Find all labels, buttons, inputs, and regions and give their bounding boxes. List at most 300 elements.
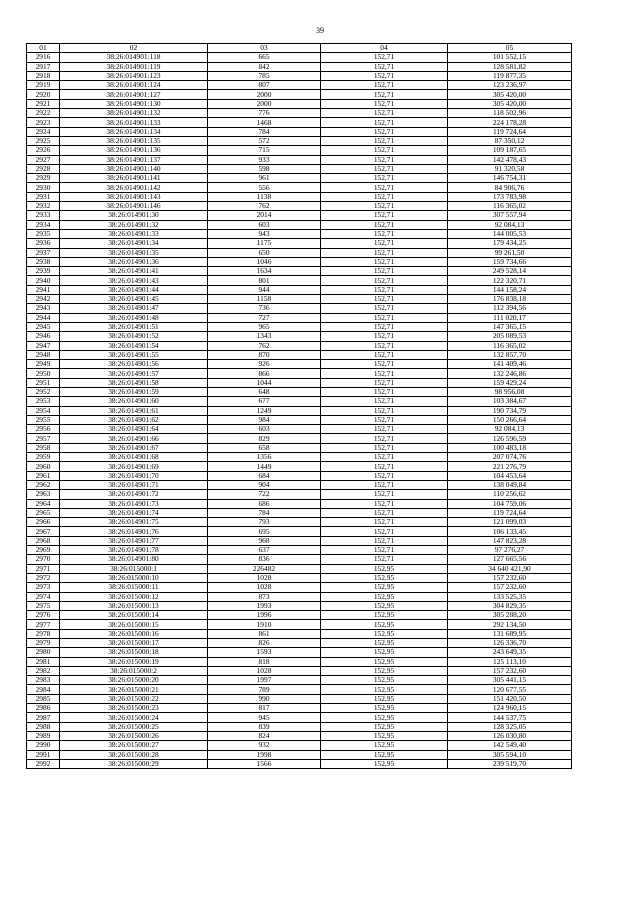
table-cell: 87 350,12 [448, 136, 572, 145]
table-cell: 304 829,35 [448, 601, 572, 610]
table-row [27, 490, 572, 499]
table-row [27, 332, 572, 341]
table-cell: 38:26:014901:36 [60, 257, 208, 266]
table-cell: 38:26:014901:60 [60, 397, 208, 406]
table-cell: 695 [208, 527, 321, 536]
table-cell: 2972 [27, 573, 60, 582]
table-cell: 2964 [27, 499, 60, 508]
table-cell: 38:26:014901:34 [60, 239, 208, 248]
table-cell: 1028 [208, 573, 321, 582]
table-cell: 152,71 [321, 527, 448, 536]
table-cell: 152,95 [321, 759, 448, 768]
table-cell: 789 [208, 685, 321, 694]
table-cell: 152,71 [321, 99, 448, 108]
table-cell: 207 074,76 [448, 453, 572, 462]
table-row [27, 471, 572, 480]
table-row [27, 192, 572, 201]
table-cell: 38:26:014901:58 [60, 378, 208, 387]
table-cell: 152,71 [321, 295, 448, 304]
table-cell: 2014 [208, 211, 321, 220]
table-row [27, 53, 572, 62]
table-row [27, 592, 572, 601]
table-row [27, 611, 572, 620]
table-cell: 38:26:015000:29 [60, 759, 208, 768]
table-cell: 817 [208, 704, 321, 713]
table-cell: 904 [208, 480, 321, 489]
table-cell: 2941 [27, 285, 60, 294]
table-cell: 2970 [27, 555, 60, 564]
table-row [27, 741, 572, 750]
table-cell: 146 754,31 [448, 174, 572, 183]
table-row [27, 499, 572, 508]
table-row [27, 527, 572, 536]
table-row [27, 731, 572, 740]
table-cell: 38:26:014901:52 [60, 332, 208, 341]
table-cell: 990 [208, 694, 321, 703]
table-row [27, 453, 572, 462]
table-row [27, 425, 572, 434]
table-cell: 106 133,45 [448, 527, 572, 536]
table-cell: 648 [208, 387, 321, 396]
table-cell: 2949 [27, 360, 60, 369]
table-cell: 38:26:015000:19 [60, 657, 208, 666]
table-cell: 2924 [27, 127, 60, 136]
table-cell: 1593 [208, 648, 321, 657]
table-cell: 2963 [27, 490, 60, 499]
table-row [27, 239, 572, 248]
table-row [27, 759, 572, 768]
table-cell: 144 005,53 [448, 229, 572, 238]
table-cell: 152,71 [321, 555, 448, 564]
table-cell: 38:26:015000:22 [60, 694, 208, 703]
table-row [27, 360, 572, 369]
table-row [27, 211, 572, 220]
table-cell: 38:26:015000:10 [60, 573, 208, 582]
table-cell: 2982 [27, 666, 60, 675]
table-row [27, 480, 572, 489]
table-cell: 866 [208, 369, 321, 378]
table-row [27, 518, 572, 527]
table-cell: 38:26:014901:69 [60, 462, 208, 471]
table-cell: 122 320,71 [448, 276, 572, 285]
table-cell: 133 525,35 [448, 592, 572, 601]
table-cell: 38:26:015000:12 [60, 592, 208, 601]
table-row [27, 248, 572, 257]
table-row [27, 583, 572, 592]
table-cell: 2934 [27, 220, 60, 229]
table-cell: 38:26:014901:143 [60, 192, 208, 201]
table-row [27, 750, 572, 759]
table-cell: 801 [208, 276, 321, 285]
table-cell: 38:26:014901:66 [60, 434, 208, 443]
table-cell: 637 [208, 546, 321, 555]
table-cell: 943 [208, 229, 321, 238]
table-cell: 152,71 [321, 248, 448, 257]
table-cell: 38:26:014901:136 [60, 146, 208, 155]
table-cell: 38:26:015000:17 [60, 639, 208, 648]
table-cell: 873 [208, 592, 321, 601]
table-cell: 2977 [27, 620, 60, 629]
table-cell: 190 734,79 [448, 406, 572, 415]
table-cell: 38:26:014901:123 [60, 71, 208, 80]
table-cell: 152,71 [321, 62, 448, 71]
table-cell: 152,95 [321, 639, 448, 648]
table-cell: 152,95 [321, 648, 448, 657]
table-cell: 125 113,10 [448, 657, 572, 666]
table-cell: 38:26:014901:57 [60, 369, 208, 378]
table-row [27, 155, 572, 164]
table-cell: 2935 [27, 229, 60, 238]
table-cell: 2974 [27, 592, 60, 601]
table-cell: 152,71 [321, 490, 448, 499]
table-cell: 658 [208, 443, 321, 452]
table-cell: 2950 [27, 369, 60, 378]
table-cell: 121 099,03 [448, 518, 572, 527]
column-header: 03 [208, 44, 321, 53]
table-cell: 123 236,97 [448, 81, 572, 90]
table-cell: 38:26:014901:56 [60, 360, 208, 369]
table-cell: 603 [208, 425, 321, 434]
table-row [27, 109, 572, 118]
table-cell: 224 178,28 [448, 118, 572, 127]
table-row [27, 508, 572, 517]
table-cell: 38:26:015000:26 [60, 731, 208, 740]
table-cell: 836 [208, 555, 321, 564]
table-row [27, 713, 572, 722]
table-cell: 2919 [27, 81, 60, 90]
table-row [27, 536, 572, 545]
table-row [27, 694, 572, 703]
table-row [27, 146, 572, 155]
table-cell: 1566 [208, 759, 321, 768]
table-row [27, 174, 572, 183]
table-row [27, 722, 572, 731]
table-cell: 2940 [27, 276, 60, 285]
table-cell: 945 [208, 713, 321, 722]
table-cell: 109 187,65 [448, 146, 572, 155]
table-cell: 2945 [27, 322, 60, 331]
table-cell: 126 030,80 [448, 731, 572, 740]
table-cell: 152,71 [321, 304, 448, 313]
table-cell: 305 441,15 [448, 676, 572, 685]
table-cell: 2928 [27, 164, 60, 173]
table-cell: 2961 [27, 471, 60, 480]
table-cell: 132 246,86 [448, 369, 572, 378]
table-cell: 1249 [208, 406, 321, 415]
table-cell: 2946 [27, 332, 60, 341]
table-cell: 2931 [27, 192, 60, 201]
table-cell: 2975 [27, 601, 60, 610]
table-cell: 2933 [27, 211, 60, 220]
table-cell: 1356 [208, 453, 321, 462]
table-cell: 152,95 [321, 731, 448, 740]
table-cell: 38:26:015000:24 [60, 713, 208, 722]
table-row [27, 378, 572, 387]
table-cell: 152,71 [321, 536, 448, 545]
table-cell: 152,95 [321, 694, 448, 703]
table-cell: 2973 [27, 583, 60, 592]
table-cell: 2917 [27, 62, 60, 71]
table-cell: 38:26:014901:146 [60, 202, 208, 211]
table-cell: 2944 [27, 313, 60, 322]
table-cell: 131 689,95 [448, 629, 572, 638]
table-row [27, 657, 572, 666]
table-row [27, 387, 572, 396]
table-cell: 1449 [208, 462, 321, 471]
table-cell: 826 [208, 639, 321, 648]
table-cell: 684 [208, 471, 321, 480]
table-cell: 157 232,60 [448, 583, 572, 592]
table-cell: 152,95 [321, 583, 448, 592]
table-cell: 2926 [27, 146, 60, 155]
table-cell: 34 640 421,90 [448, 564, 572, 573]
table-cell: 38:26:014901:75 [60, 518, 208, 527]
table-cell: 870 [208, 350, 321, 359]
table-cell: 2969 [27, 546, 60, 555]
table-cell: 2932 [27, 202, 60, 211]
table-cell: 38:26:014901:130 [60, 99, 208, 108]
table-cell: 2939 [27, 267, 60, 276]
table-cell: 1158 [208, 295, 321, 304]
table-cell: 38:26:014901:64 [60, 425, 208, 434]
table-cell: 2921 [27, 99, 60, 108]
table-cell: 2930 [27, 183, 60, 192]
cadastral-value-table [26, 43, 572, 769]
table-cell: 807 [208, 81, 321, 90]
table-cell: 2956 [27, 425, 60, 434]
table-cell: 38:26:014901:141 [60, 174, 208, 183]
table-cell: 112 394,56 [448, 304, 572, 313]
table-cell: 132 857,70 [448, 350, 572, 359]
table-row [27, 81, 572, 90]
table-cell: 1028 [208, 583, 321, 592]
table-cell: 38:26:014901:133 [60, 118, 208, 127]
table-cell: 762 [208, 202, 321, 211]
table-cell: 152,71 [321, 192, 448, 201]
table-cell: 38:26:014901:68 [60, 453, 208, 462]
header-row [27, 44, 572, 53]
table-cell: 152,95 [321, 750, 448, 759]
table-cell: 126 596,59 [448, 434, 572, 443]
table-row [27, 555, 572, 564]
table-cell: 152,71 [321, 71, 448, 80]
column-header: 02 [60, 44, 208, 53]
table-cell: 152,71 [321, 146, 448, 155]
table-cell: 785 [208, 71, 321, 80]
table-cell: 221 276,79 [448, 462, 572, 471]
table-row [27, 118, 572, 127]
table-cell: 2976 [27, 611, 60, 620]
table-cell: 38:26:015000:27 [60, 741, 208, 750]
table-cell: 152,71 [321, 229, 448, 238]
table-row [27, 267, 572, 276]
table-cell: 715 [208, 146, 321, 155]
table-cell: 152,71 [321, 406, 448, 415]
table-cell: 305 288,20 [448, 611, 572, 620]
table-row [27, 406, 572, 415]
table-row [27, 295, 572, 304]
table-cell: 152,71 [321, 90, 448, 99]
table-cell: 2937 [27, 248, 60, 257]
table-cell: 38:26:015000:14 [60, 611, 208, 620]
table-cell: 38:26:014901:32 [60, 220, 208, 229]
table-cell: 152,71 [321, 127, 448, 136]
table-cell: 159 734,66 [448, 257, 572, 266]
table-cell: 784 [208, 127, 321, 136]
table-cell: 103 384,67 [448, 397, 572, 406]
table-cell: 38:26:014901:51 [60, 322, 208, 331]
table-cell: 152,71 [321, 378, 448, 387]
table-cell: 933 [208, 155, 321, 164]
table-row [27, 71, 572, 80]
table-cell: 824 [208, 731, 321, 740]
table-cell: 38:26:014901:33 [60, 229, 208, 238]
table-cell: 120 677,55 [448, 685, 572, 694]
table-row [27, 415, 572, 424]
table-cell: 305 594,10 [448, 750, 572, 759]
table-cell: 598 [208, 164, 321, 173]
table-cell: 2985 [27, 694, 60, 703]
table-row [27, 564, 572, 573]
table-row [27, 648, 572, 657]
table-cell: 118 502,96 [448, 109, 572, 118]
table-cell: 152,71 [321, 285, 448, 294]
table-cell: 152,71 [321, 257, 448, 266]
table-cell: 38:26:014901:142 [60, 183, 208, 192]
table-cell: 152,71 [321, 332, 448, 341]
table-cell: 38:26:014901:132 [60, 109, 208, 118]
table-cell: 965 [208, 322, 321, 331]
table-cell: 38:26:014901:41 [60, 267, 208, 276]
table-cell: 2951 [27, 378, 60, 387]
table-row [27, 573, 572, 582]
table-row [27, 676, 572, 685]
table-cell: 2920 [27, 90, 60, 99]
table-row [27, 397, 572, 406]
table-row [27, 220, 572, 229]
table-cell: 2960 [27, 462, 60, 471]
table-cell: 152,95 [321, 564, 448, 573]
table-row [27, 257, 572, 266]
table-cell: 2984 [27, 685, 60, 694]
table-cell: 38:26:014901:72 [60, 490, 208, 499]
table-cell: 2955 [27, 415, 60, 424]
table-cell: 152,71 [321, 313, 448, 322]
table-cell: 38:26:015000:1 [60, 564, 208, 573]
table-cell: 111 020,17 [448, 313, 572, 322]
table-row [27, 350, 572, 359]
table-cell: 1910 [208, 620, 321, 629]
table-cell: 665 [208, 53, 321, 62]
table-cell: 152,71 [321, 443, 448, 452]
table-cell: 152,95 [321, 685, 448, 694]
table-cell: 100 483,18 [448, 443, 572, 452]
table-cell: 152,95 [321, 666, 448, 675]
table-cell: 152,71 [321, 480, 448, 489]
table-cell: 2918 [27, 71, 60, 80]
table-cell: 152,71 [321, 434, 448, 443]
table-cell: 762 [208, 341, 321, 350]
table-cell: 38:26:014901:140 [60, 164, 208, 173]
table-cell: 92 084,13 [448, 220, 572, 229]
table-cell: 152,71 [321, 81, 448, 90]
table-cell: 1998 [208, 750, 321, 759]
table-cell: 152,71 [321, 183, 448, 192]
table-cell: 305 420,00 [448, 99, 572, 108]
table-cell: 38:26:014901:47 [60, 304, 208, 313]
table-row [27, 341, 572, 350]
table-cell: 152,71 [321, 239, 448, 248]
table-cell: 126 336,70 [448, 639, 572, 648]
table-cell: 151 420,50 [448, 694, 572, 703]
table-cell: 38:26:015000:20 [60, 676, 208, 685]
table-cell: 793 [208, 518, 321, 527]
table-cell: 152,71 [321, 322, 448, 331]
table-cell: 152,71 [321, 508, 448, 517]
table-cell: 305 420,00 [448, 90, 572, 99]
table-cell: 243 649,35 [448, 648, 572, 657]
table-cell: 152,95 [321, 601, 448, 610]
table-cell: 119 724,64 [448, 508, 572, 517]
table-cell: 776 [208, 109, 321, 118]
table-cell: 152,71 [321, 174, 448, 183]
table-cell: 116 365,02 [448, 341, 572, 350]
table-cell: 307 557,94 [448, 211, 572, 220]
table-cell: 38:26:014901:59 [60, 387, 208, 396]
table-row [27, 202, 572, 211]
table-row [27, 369, 572, 378]
table-cell: 736 [208, 304, 321, 313]
table-cell: 2967 [27, 527, 60, 536]
table-cell: 2953 [27, 397, 60, 406]
table-cell: 152,71 [321, 499, 448, 508]
table-cell: 2968 [27, 536, 60, 545]
table-cell: 152,95 [321, 741, 448, 750]
table-row [27, 322, 572, 331]
table-cell: 2954 [27, 406, 60, 415]
table-cell: 152,71 [321, 518, 448, 527]
table-row [27, 462, 572, 471]
table-cell: 157 232,60 [448, 573, 572, 582]
table-cell: 1138 [208, 192, 321, 201]
table-cell: 141 409,46 [448, 360, 572, 369]
column-header: 01 [27, 44, 60, 53]
table-cell: 152,71 [321, 387, 448, 396]
table-cell: 2981 [27, 657, 60, 666]
table-cell: 38:26:014901:61 [60, 406, 208, 415]
table-row [27, 62, 572, 71]
table-cell: 2916 [27, 53, 60, 62]
table-row [27, 443, 572, 452]
table-cell: 116 365,02 [448, 202, 572, 211]
table-cell: 152,71 [321, 546, 448, 555]
table-cell: 38:26:014901:76 [60, 527, 208, 536]
table-cell: 179 434,25 [448, 239, 572, 248]
table-cell: 147 365,15 [448, 322, 572, 331]
table-cell: 2923 [27, 118, 60, 127]
table-cell: 677 [208, 397, 321, 406]
table-cell: 97 276,27 [448, 546, 572, 555]
table-cell: 152,71 [321, 202, 448, 211]
table-cell: 38:26:014901:77 [60, 536, 208, 545]
table-cell: 152,71 [321, 211, 448, 220]
table-cell: 926 [208, 360, 321, 369]
table-cell: 152,71 [321, 53, 448, 62]
table-row [27, 601, 572, 610]
table-cell: 38:26:015000:21 [60, 685, 208, 694]
table-cell: 2986 [27, 704, 60, 713]
table-cell: 152,71 [321, 350, 448, 359]
